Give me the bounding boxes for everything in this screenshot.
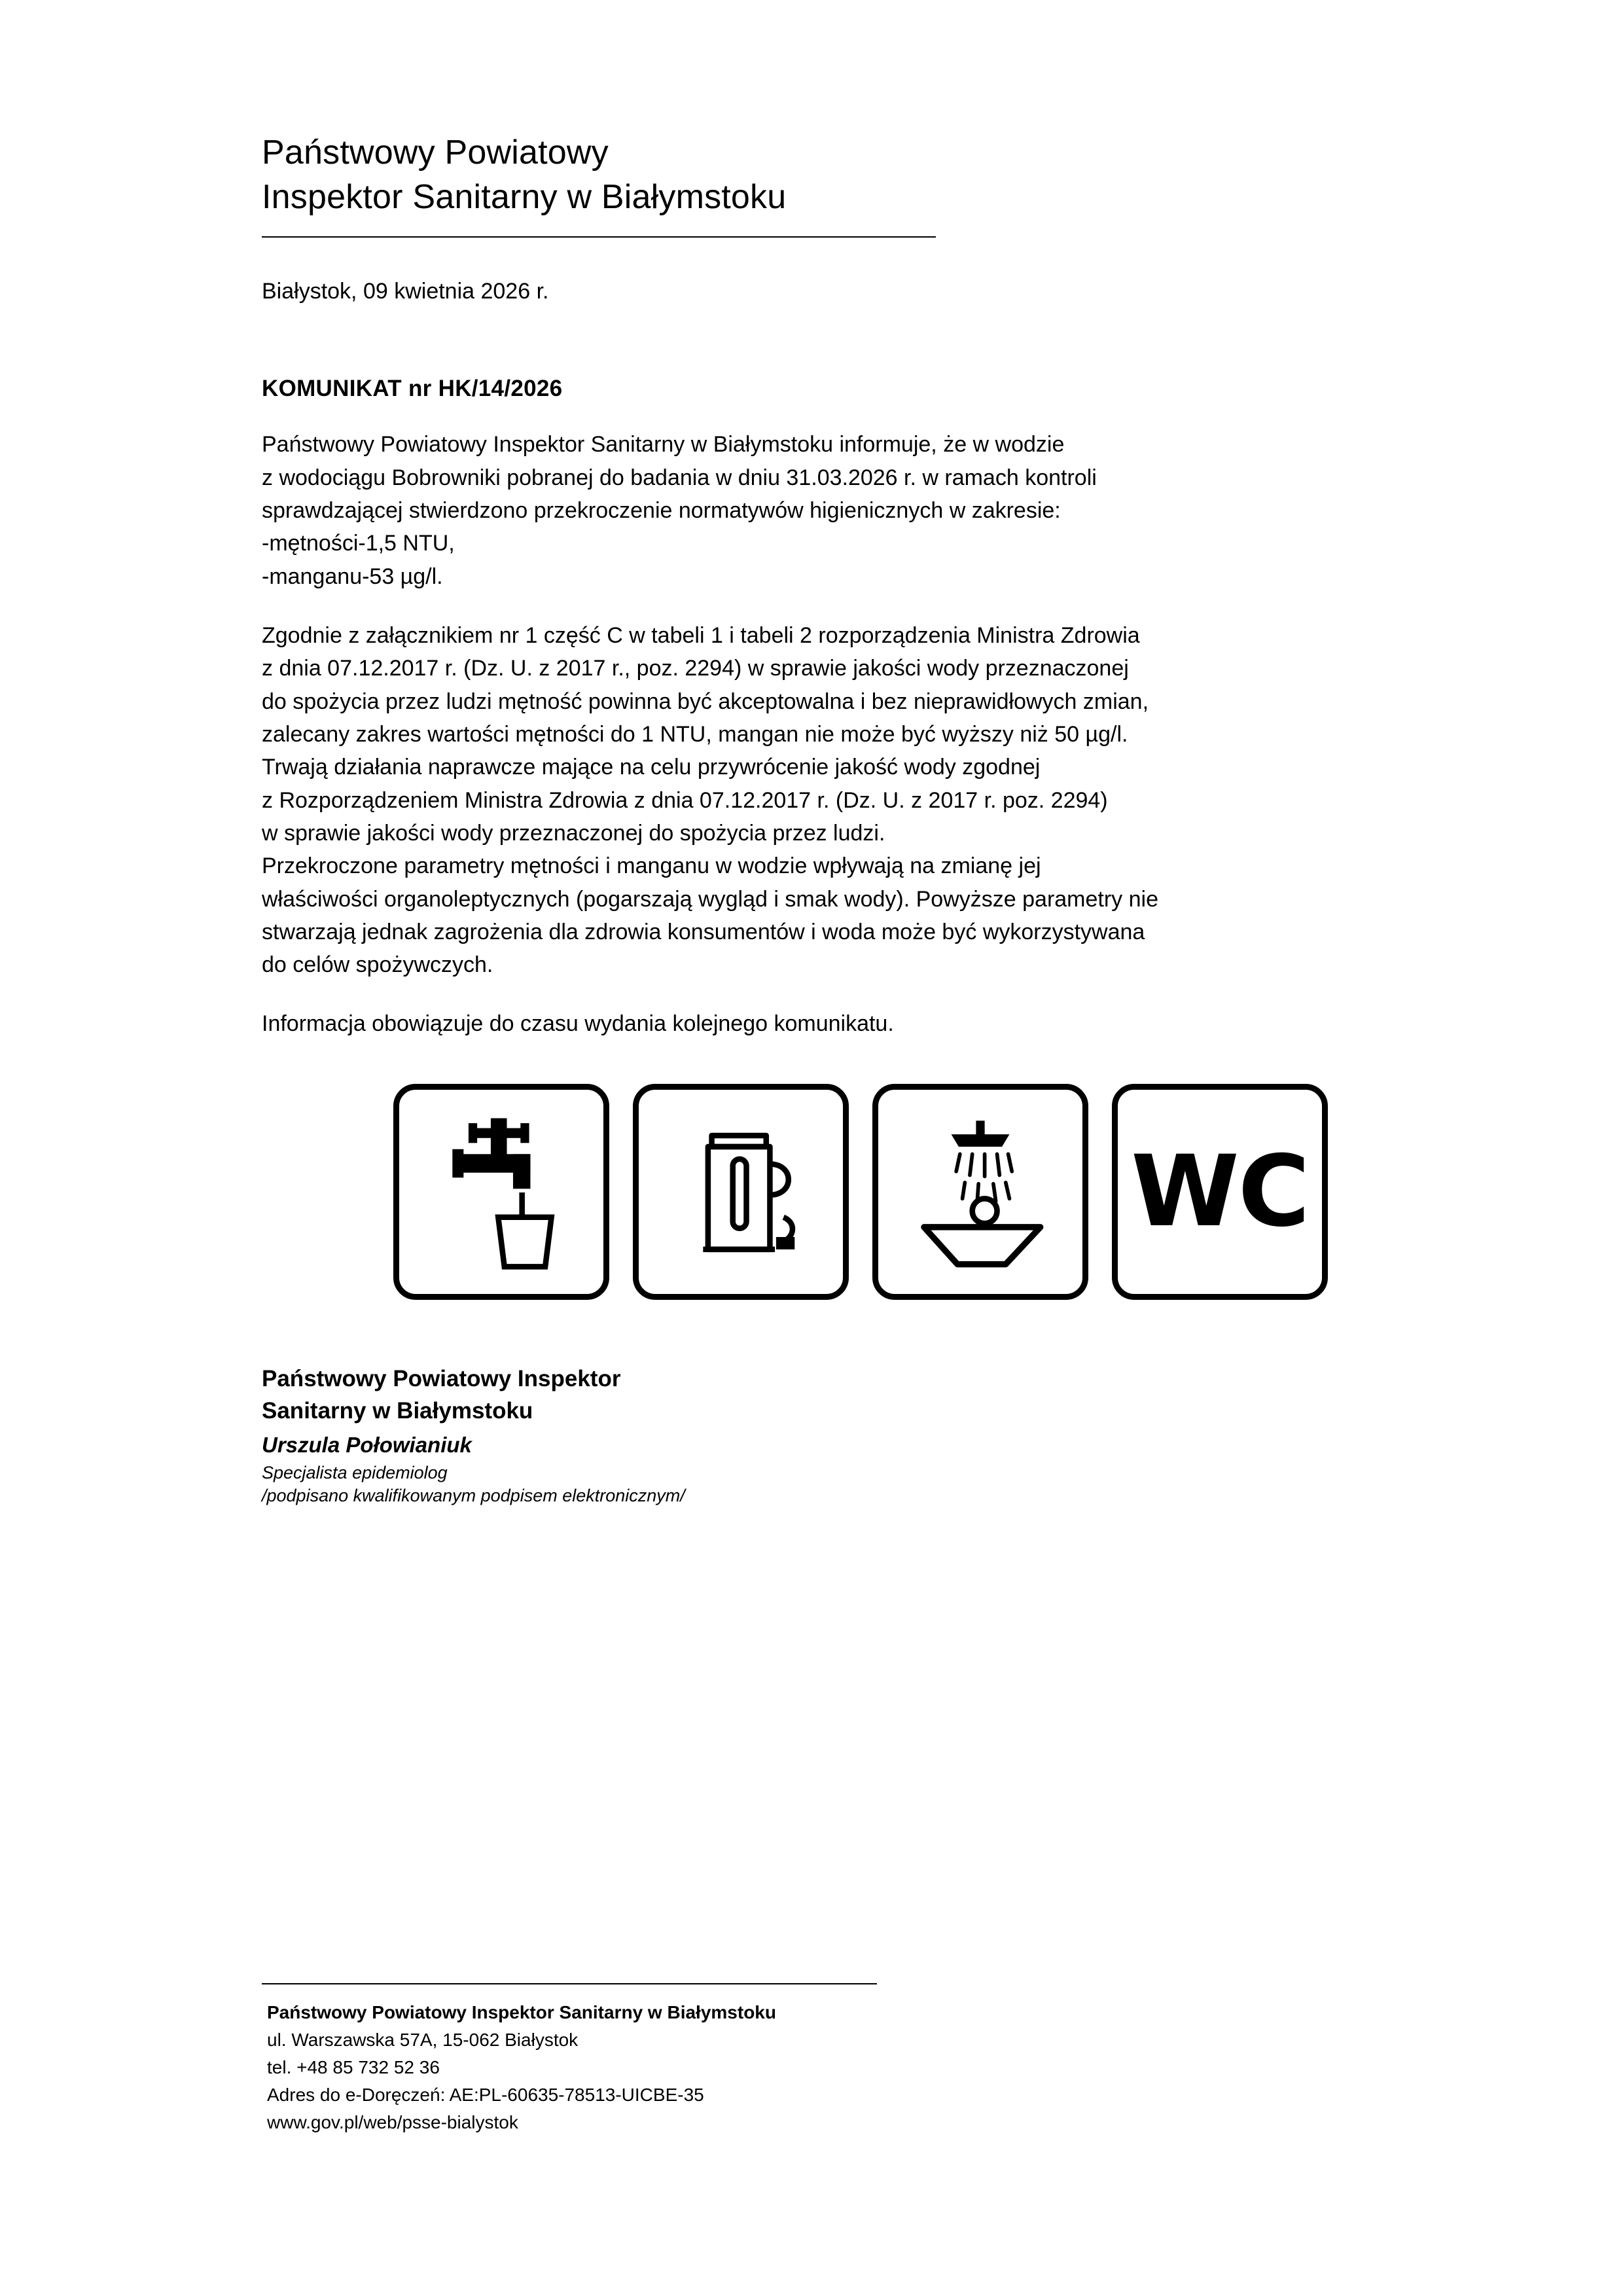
footer-institution: Państwowy Powiatowy Inspektor Sanitarny w Białymstoku xyxy=(267,2002,776,2022)
paragraph-3-line: do celów spożywczych. xyxy=(262,952,493,978)
tap-with-glass-icon xyxy=(393,1084,609,1300)
paragraph-2-line: w sprawie jakości wody przeznaczonej do spożycia przez ludzi. xyxy=(262,820,885,846)
paragraph-1-line: Państwowy Powiatowy Inspektor Sanitarny w Białymstoku informuje, że w wodzie xyxy=(262,432,1065,457)
paragraph-2-line: z Rozporządzeniem Ministra Zdrowia z dnia 07.12.2017 r. (Dz. U. z 2017 r. poz. 2294) xyxy=(262,787,1108,813)
header-divider xyxy=(262,236,936,238)
page-title: KOMUNIKAT nr HK/14/2026 xyxy=(262,376,563,402)
letterhead-line-2: Inspektor Sanitarny w Białymstoku xyxy=(262,177,787,216)
paragraph-2-line: do spożycia przez ludzi mętność powinna być akceptowalna i bez nieprawidłowych zmian, xyxy=(262,689,1149,714)
footer-address: ul. Warszawska 57A, 15-062 Białystok xyxy=(267,2030,579,2050)
document-body xyxy=(262,131,1414,1506)
footer-phone: tel. +48 85 732 52 36 xyxy=(267,2057,440,2077)
paragraph-2-line: zalecany zakres wartości mętności do 1 NTU, mangan nie może być wyższy niż 50 µg/l. xyxy=(262,721,1128,747)
shower-bath-icon xyxy=(872,1084,1088,1300)
signature-name: Urszula Połowianiuk xyxy=(262,1433,472,1458)
wc-label: WC xyxy=(1131,1134,1309,1249)
place-and-date: Białystok, 09 kwietnia 2026 r. xyxy=(262,279,549,304)
paragraph-3-line: stwarzają jednak zagrożenia dla zdrowia konsumentów i woda może być wykorzystywana xyxy=(262,919,1145,944)
signature-electronic-note: /podpisano kwalifikowanym podpisem elektronicznym/ xyxy=(262,1486,685,1506)
footer-divider xyxy=(262,1983,877,1984)
paragraph-3-line: właściwości organoleptycznych (pogarszają wygląd i smak wody). Powyższe parametry nie xyxy=(262,886,1158,912)
paragraph-3-line: Przekroczone parametry mętności i manganu w wodzie wpływają na zmianę jej xyxy=(262,853,1041,879)
wc-icon xyxy=(1112,1084,1328,1300)
paragraph-1-line: z wodociągu Bobrowniki pobranej do badania w dniu 31.03.2026 r. w ramach kontroli xyxy=(262,465,1097,490)
kettle-icon xyxy=(633,1084,849,1300)
paragraph-1-line: -manganu-53 µg/l. xyxy=(262,564,443,589)
paragraph-3 xyxy=(262,850,1414,981)
letterhead xyxy=(262,131,1414,238)
pictogram-row xyxy=(262,1084,1414,1300)
paragraph-2-line: Zgodnie z załącznikiem nr 1 część C w tabeli 1 i tabeli 2 rozporządzenia Ministra Zdrowia xyxy=(262,623,1140,649)
paragraph-2-line: z dnia 07.12.2017 r. (Dz. U. z 2017 r., poz. 2294) w sprawie jakości wody przeznaczonej xyxy=(262,656,1129,681)
paragraph-1-line: -mętności-1,5 NTU, xyxy=(262,531,455,556)
paragraph-4 xyxy=(262,1007,1414,1040)
paragraph-1-line: sprawdzającej stwierdzono przekroczenie normatywów higienicznych w zakresie: xyxy=(262,498,1061,524)
page-footer xyxy=(262,1983,1414,2136)
footer-website: www.gov.pl/web/psse-bialystok xyxy=(267,2112,518,2132)
signature-title-line-2: Sanitarny w Białymstoku xyxy=(262,1398,533,1424)
signature-role: Specjalista epidemiolog xyxy=(262,1463,448,1483)
signature-block xyxy=(262,1363,1414,1506)
letterhead-line-1: Państwowy Powiatowy xyxy=(262,134,609,171)
footer-edelivery: Adres do e-Doręczeń: AE:PL-60635-78513-UICBE-35 xyxy=(267,2085,704,2105)
paragraph-2-line: Trwają działania naprawcze mające na celu przywrócenie jakość wody zgodnej xyxy=(262,755,1041,780)
paragraph-1 xyxy=(262,428,1414,593)
signature-title-line-1: Państwowy Powiatowy Inspektor xyxy=(262,1365,621,1391)
paragraph-4-line: Informacja obowiązuje do czasu wydania kolejnego komunikatu. xyxy=(262,1011,894,1037)
paragraph-2 xyxy=(262,619,1414,850)
